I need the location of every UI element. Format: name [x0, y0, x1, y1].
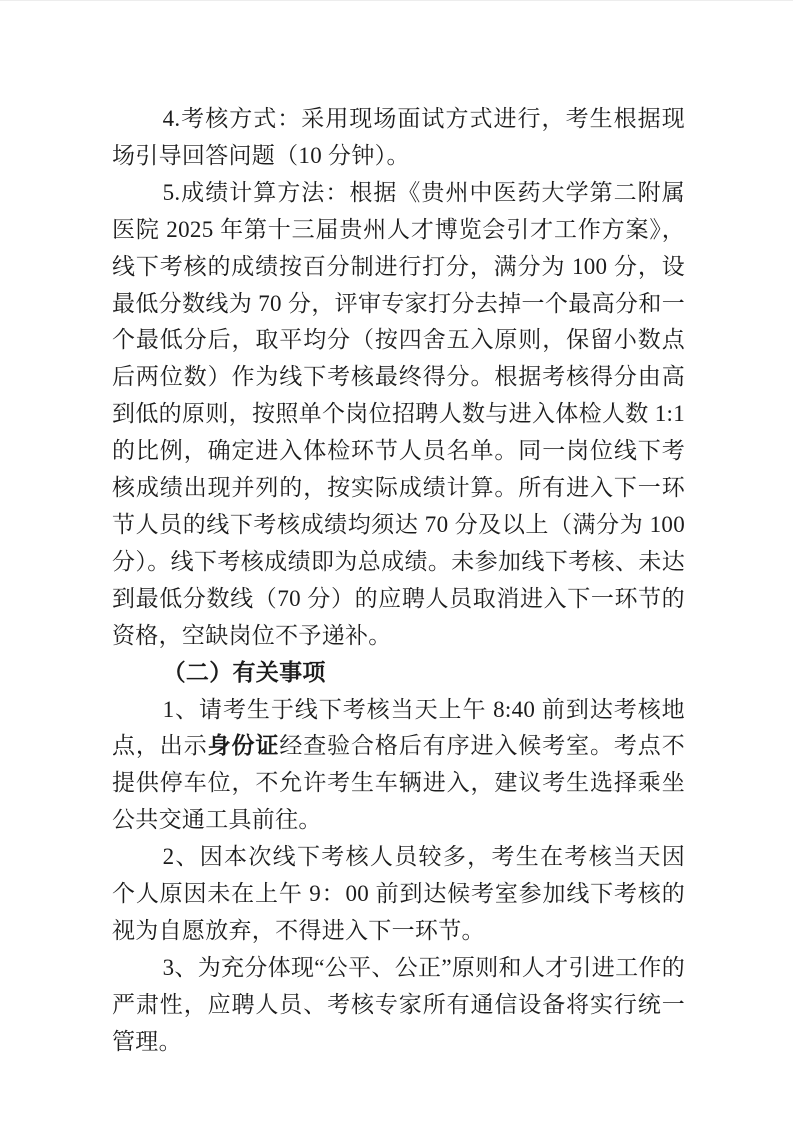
id-card-bold-text: 身份证 [207, 733, 280, 759]
paragraph-late-arrival-policy: 2、因本次线下考核人员较多，考生在考核当天因个人原因未在上午 9：00 前到达候考室参加线下考核的视为自愿放弃，不得进入下一环节。 [112, 844, 685, 943]
arrival-text-before-id-card: 1、请考生于线下考核当天上午 8:40 前到达考核地点，出示 [112, 696, 685, 759]
paragraph-assessment-method: 4.考核方式：采用现场面试方式进行，考生根据现场引导回答问题（10 分钟）。 [112, 106, 685, 168]
paragraph-arrival-requirements [112, 692, 685, 840]
paragraph-score-calculation: 5.成绩计算方法：根据《贵州中医药大学第二附属医院 2025 年第十三届贵州人才博览会引才工作方案》，线下考核的成绩按百分制进行打分，满分为 100 分，设最低分数线为 70 分，评审专家打分去掉一个最高分和一个最低分后，取平均分（按四舍五入原则，保留小数点后两位数）作为线下考核最终得分。根据考核得分由高到低的原则，按照单个岗位招聘人数与进入体检人数 1:1 的比例，确定进入体检环节人员名单。同一岗位线下考核成绩出现并列的，按实际成绩计算。所有进入下一环节人员的线下考核成绩均须达 70 分及以上（满分为 100 分）。线下考核成绩即为总成绩。未参加线下考核、未达到最低分数线（70 分）的应聘人员取消进入下一环节的资格，空缺岗位不予递补。 [112, 179, 685, 648]
section-heading-related-matters: （二）有关事项 [162, 659, 326, 685]
paragraph-communication-devices: 3、为充分体现“公平、公正”原则和人才引进工作的严肃性，应聘人员、考核专家所有通信设备将实行统一管理。 [112, 954, 685, 1054]
arrival-text-after-id-card: 经查验合格后有序进入候考室。考点不提供停车位，不允许考生车辆进入，建议考生选择乘坐公共交通工具前往。 [112, 733, 685, 833]
